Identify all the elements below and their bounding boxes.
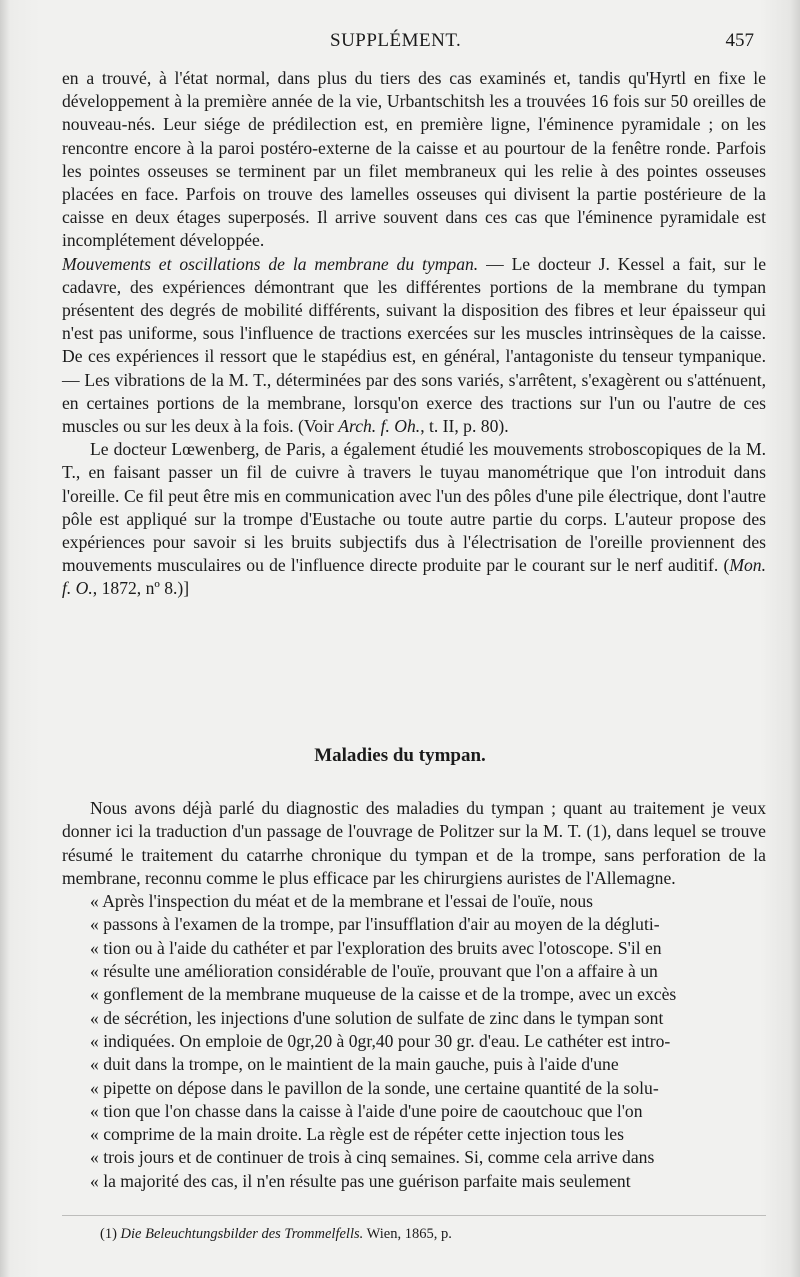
citation-detail: , 1872, nº 8.)] xyxy=(92,578,190,599)
footnote-detail: Wien, 1865, p. xyxy=(363,1226,452,1242)
paragraph xyxy=(62,253,766,439)
paragraph: en a trouvé, à l'état normal, dans plus du tiers des cas examinés et, tandis qu'Hyrtl en fixe le développement à la première année de la vie, Urbantschitsh les a trouvées 16 fois sur 50 oreilles de nouveau-nés. Leur siége de prédilection est, en première ligne, l'éminence pyramidale ; on les rencontre encore à la paroi postéro-externe de la caisse et au pourtour de la fenêtre ronde. Parfois les pointes osseuses se terminent par un filet membraneux qui les relie à des pointes osseuses placées en face. Parfois on trouve des lamelles osseuses qui divisent la partie postérieure de la caisse en deux étages superposés. Il arrive souvent dans ces cas que l'éminence pyramidale est incomplétement développée. xyxy=(62,68,766,251)
running-title: SUPPLÉMENT. xyxy=(330,30,462,51)
section-1-text xyxy=(62,67,766,601)
quote-line: « gonflement de la membrane muqueuse de la caisse et de la trompe, avec un excès xyxy=(90,984,677,1005)
footnote xyxy=(100,1226,760,1243)
quote-line: « comprime de la main droite. La règle est de répéter cette injection tous les xyxy=(90,1124,624,1145)
paragraph-text: — Le docteur J. Kessel a fait, sur le cadavre, des expériences démontrant que les différentes portions de la membrane du tympan présentent des degrés de mobilité différents, suivant la disposition des fibres et leur épaisseur qui n'est pas uniforme, sous l'influence de tractions exercées sur les muscles intrinsèques de la caisse. De ces expériences il ressort que le stapédius est, en général, l'antagoniste du tenseur tympanique. — Les vibrations de la M. T., déterminées par des sons variés, s'arrêtent, s'exagèrent ou s'atténuent, en certaines portions de la membrane, lorsqu'on exerce des tractions sur l'un ou l'autre de ces muscles ou sur les deux à la fois. (Voir xyxy=(62,253,767,437)
citation: Arch. f. Oh. xyxy=(338,416,421,437)
quote-line: « résulte une amélioration considérable de l'ouïe, prouvant que l'on a affaire à un xyxy=(90,961,658,982)
quote-line: « tion ou à l'aide du cathéter et par l'exploration des bruits avec l'otoscope. S'il en xyxy=(90,937,662,958)
quote-line: « de sécrétion, les injections d'une solution de sulfate de zinc dans le tympan sont xyxy=(90,1007,664,1028)
citation-detail: , t. II, p. 80). xyxy=(420,416,509,437)
quote-line: « pipette on dépose dans le pavillon de la sonde, une certaine quantité de la solu- xyxy=(90,1077,659,1098)
quote-line: « trois jours et de continuer de trois à cinq semaines. Si, comme cela arrive dans xyxy=(90,1147,655,1168)
paragraph-text: Le docteur Lœwenberg, de Paris, a également étudié les mouvements stroboscopiques de la M. T., en faisant passer un fil de cuivre à travers le tuyau manométrique que l'on introduit dans l'oreille. Ce fil peut être mis en communication avec l'un des pôles d'une pile électrique, dont l'autre pôle est appliqué sur la trompe d'Eustache ou toute autre partie du corps. L'auteur propose des expériences pour savoir si les bruits subjectifs dus à l'électrisation de l'oreille proviennent des mouvements musculaires ou de l'influence directe produite par le courant sur le nerf auditif. ( xyxy=(62,439,766,576)
page-number: 457 xyxy=(725,30,754,51)
footnote-rule xyxy=(62,1215,766,1216)
paragraph xyxy=(62,438,766,600)
footnote-marker: (1) xyxy=(100,1226,117,1242)
quote-line: « tion que l'on chasse dans la caisse à l'aide d'une poire de caoutchouc que l'on xyxy=(90,1100,643,1121)
section-heading: Maladies du tympan. xyxy=(314,745,486,766)
footnote-title: Die Beleuchtungsbilder des Trommelfells. xyxy=(120,1226,364,1242)
quotation xyxy=(62,890,766,1193)
section-2-text xyxy=(62,797,766,1193)
quote-line: « indiquées. On emploie de 0gr,20 à 0gr,40 pour 30 gr. d'eau. Le cathéter est intro- xyxy=(90,1030,671,1051)
quote-line: « Après l'inspection du méat et de la membrane et l'essai de l'ouïe, nous xyxy=(90,891,593,912)
citation: Mon. f. O. xyxy=(62,555,766,599)
quote-line: « la majorité des cas, il n'en résulte pas une guérison parfaite mais seulement xyxy=(90,1170,631,1191)
quote-line: « duit dans la trompe, on le maintient de la main gauche, puis à l'aide d'une xyxy=(90,1054,619,1075)
page-header xyxy=(62,30,760,54)
quote-line: « passons à l'examen de la trompe, par l'insufflation d'air au moyen de la dégluti- xyxy=(90,914,660,935)
paragraph-heading: Mouvements et oscillations de la membrane du tympan. xyxy=(62,253,479,274)
paragraph: Nous avons déjà parlé du diagnostic des maladies du tympan ; quant au traitement je veux donner ici la traduction d'un passage de l'ouvrage de Politzer sur la M. T. (1), dans lequel se trouve résumé le traitement du catarrhe chronique du tympan et de la trompe, sans perforation de la membrane, reconnu comme le plus efficace par les chirurgiens auristes de l'Allemagne. xyxy=(62,798,766,888)
